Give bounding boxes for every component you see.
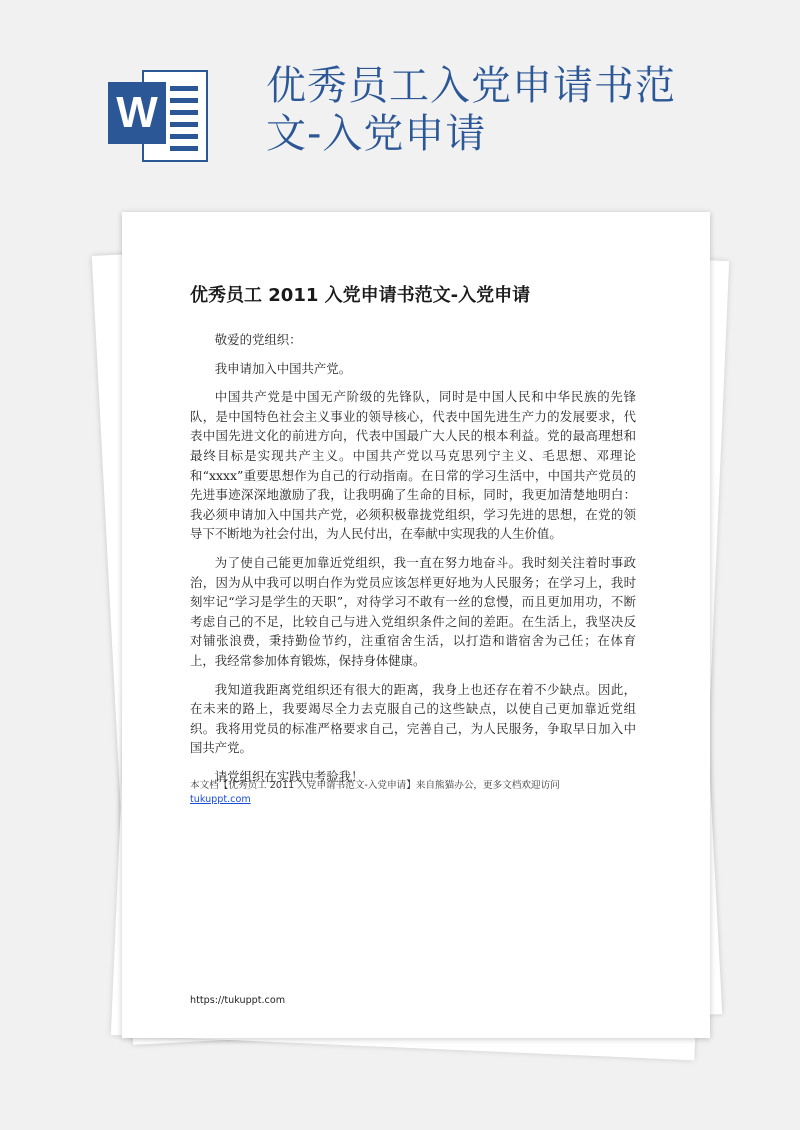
page-title: 优秀员工入党申请书范文-入党申请: [266, 63, 676, 157]
bottom-url: https://tukuppt.com: [190, 995, 286, 1006]
paragraph: 为了使自己能更加靠近党组织，我一直在努力地奋斗。我时刻关注着时事政治，因为从中我可以明白作为党员应该怎样更好地为人民服务；在学习上，我时刻牢记“学习是学生的天职”，对待学习不敢有一丝的怠慢，而且更加用功，不断考虑自己的不足，比较自己与进入党组织条件之间的差距。在生活上，我坚决反对铺张浪费，秉持勤俭节约，注重宿舍生活，以打造和谐宿舍为己任；在体育上，我经常参加体育锻炼，保持身体健康。: [190, 554, 636, 668]
word-w-badge: W: [108, 82, 166, 144]
paragraph: 我申请加入中国共产党。: [214, 360, 352, 376]
word-icon: [108, 62, 212, 170]
source-note: 本文档【优秀员工 2011 入党申请书范文-入党申请】来自熊猫办公，更多文档欢迎访问: [190, 780, 560, 791]
paragraph: 我知道我距离党组织还有很大的距离，我身上也还存在着不少缺点。因此，在未来的路上，我要竭尽全力去克服自己的这些缺点，以使自己更加靠近党组织。我将用党员的标准严格要求自己，完善自己，为人民服务，争取早日加入中国共产党。: [190, 681, 636, 756]
document-body: [190, 330, 636, 795]
closing-line: 请党组织在实践中考验我！: [214, 768, 364, 784]
paragraph: 中国共产党是中国无产阶级的先锋队，同时是中国人民和中华民族的先锋队，是中国特色社会主义事业的领导核心，代表中国先进生产力的发展要求，代表中国先进文化的前进方向，代表中国最广大人民的根本利益。党的最高理想和最终目标是实现共产主义。中国共产党以马克思列宁主义、毛思想、邓理论和“xxxx”重要思想作为自己的行动指南。在日常的学习生活中，中国共产党员的先进事迹深深地激励了我，让我明确了生命的目标，同时，我更加清楚地明白：我必须申请加入中国共产党，必须积极靠拢党组织，学习先进的思想，在党的领导下不断地为社会付出，为人民付出，在奉献中实现我的人生价值。: [190, 389, 636, 542]
document-heading: 优秀员工 2011 入党申请书范文-入党申请: [190, 285, 531, 306]
source-link[interactable]: tukuppt.com: [190, 794, 251, 805]
document-page: [122, 212, 710, 1038]
salutation: 敬爱的党组织：: [214, 332, 302, 347]
